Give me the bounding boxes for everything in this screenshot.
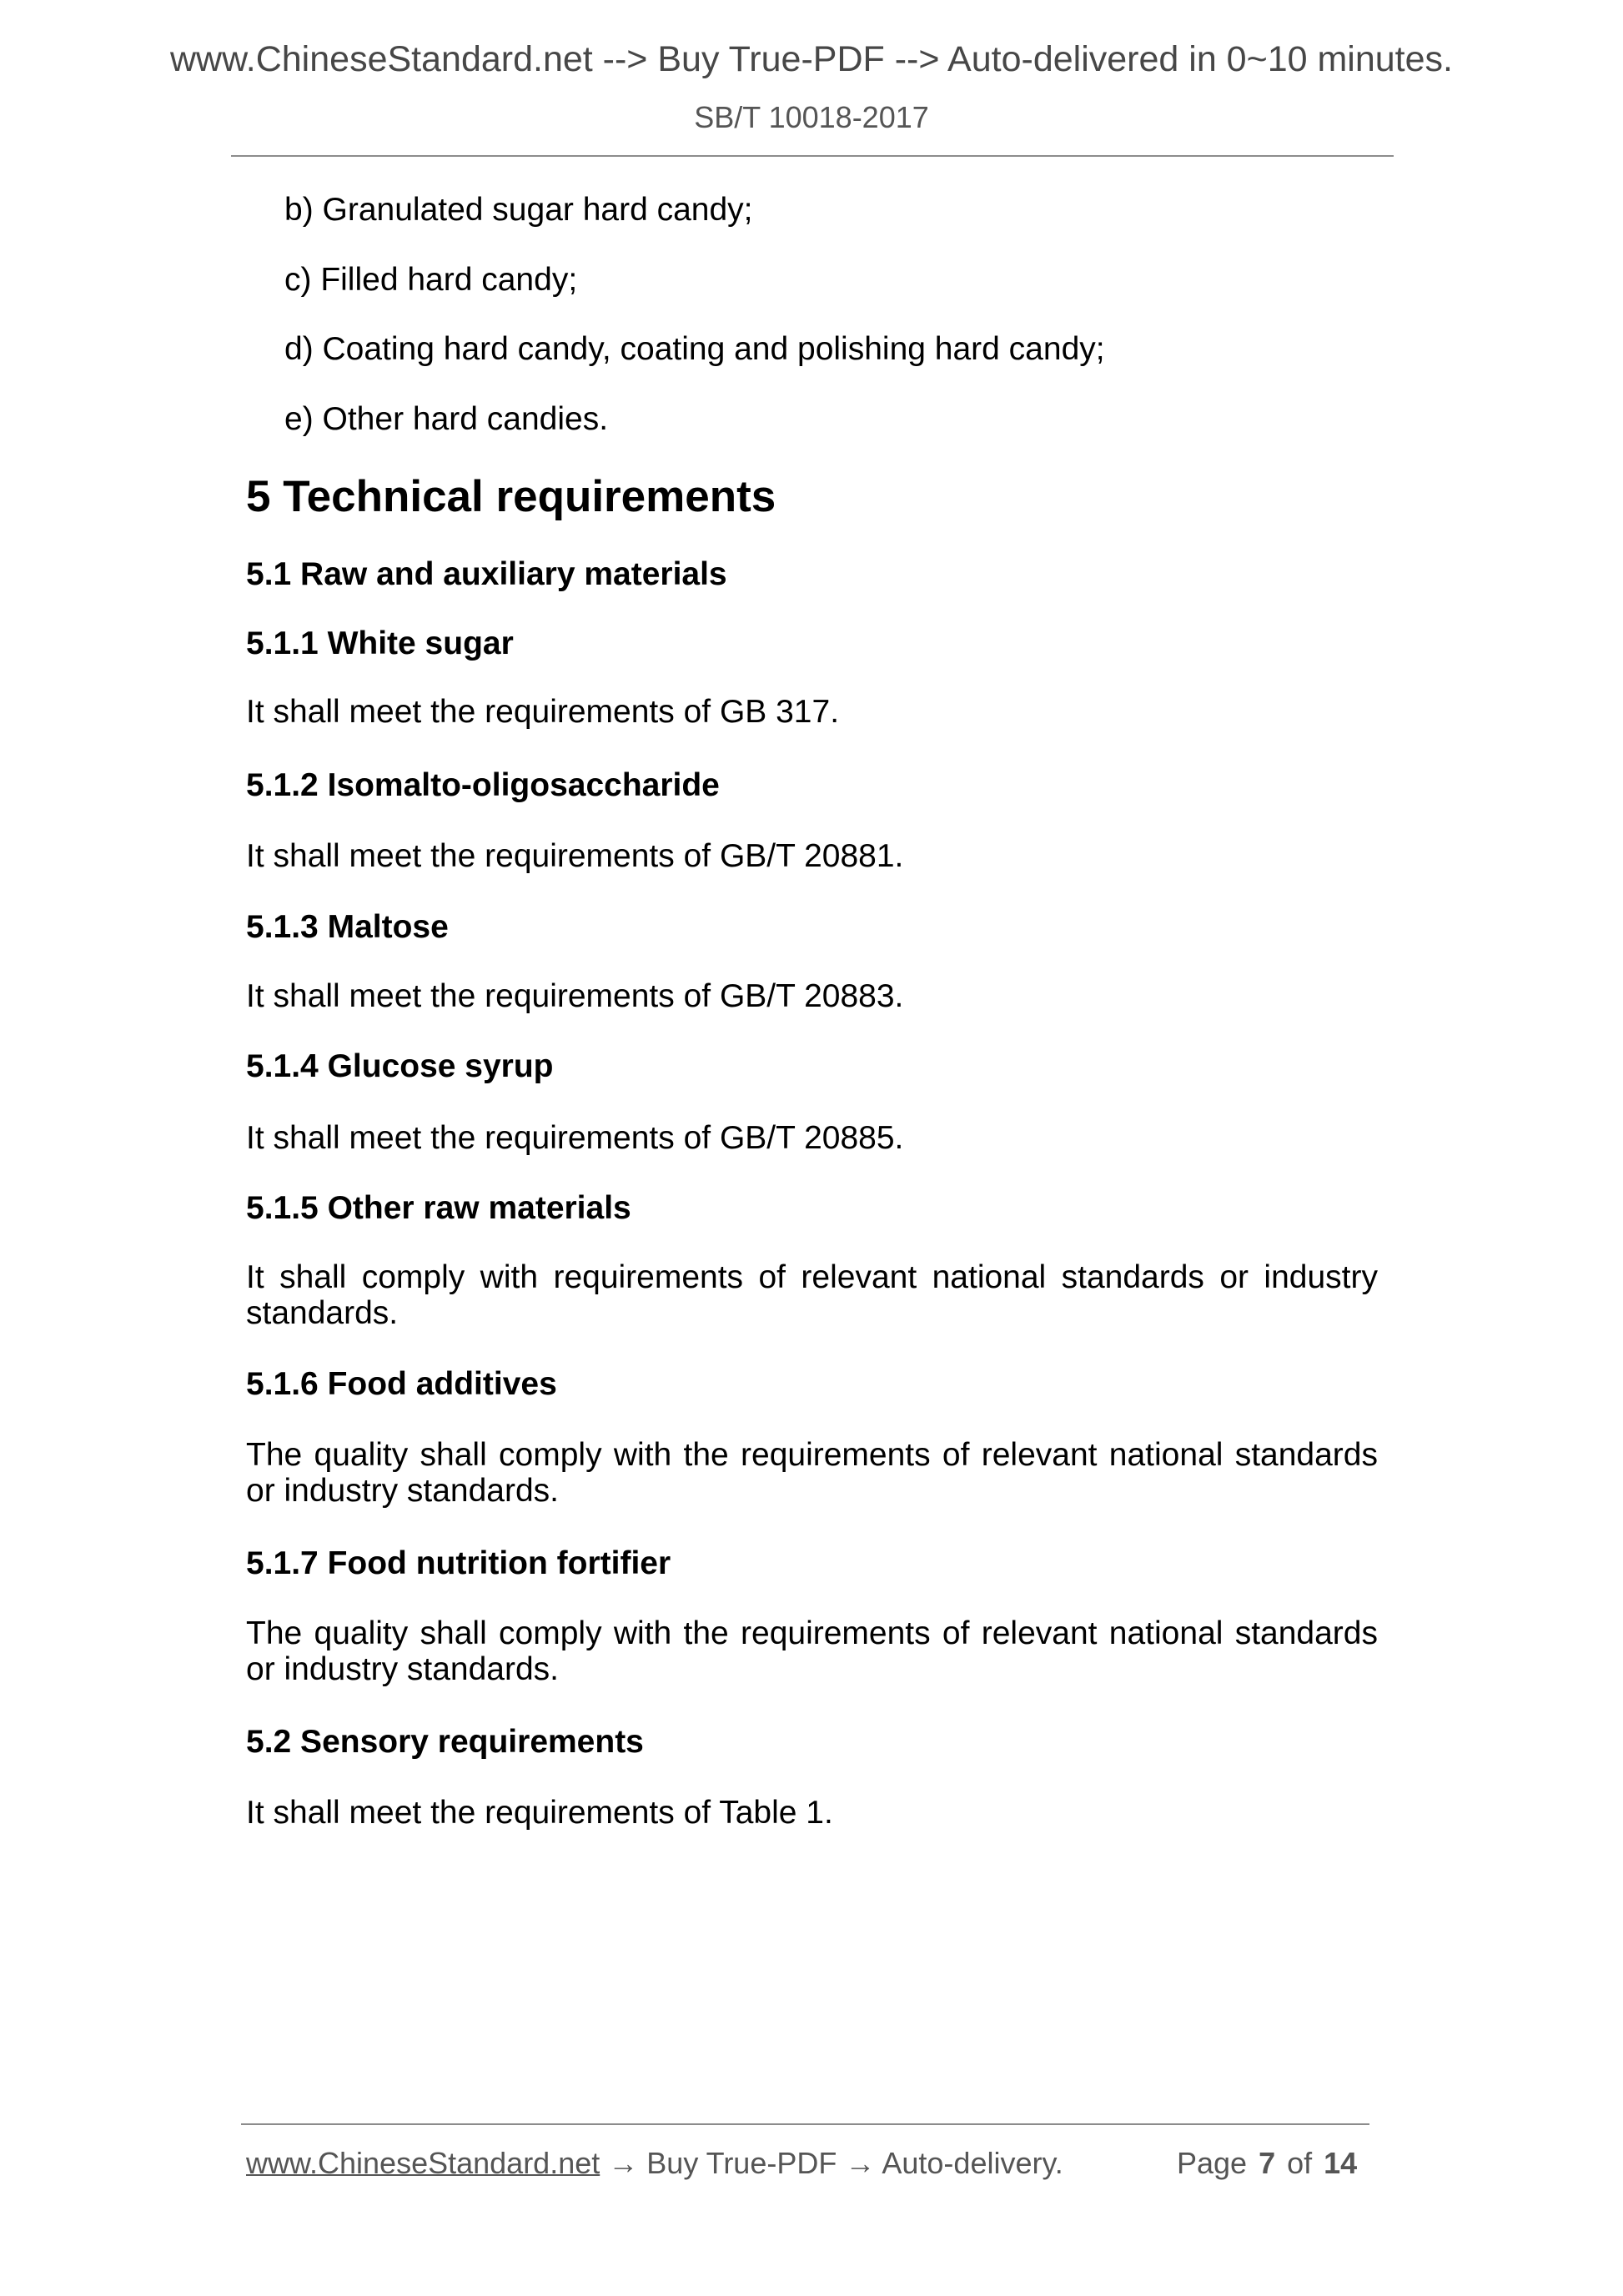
- section-5-1-2-heading: 5.1.2 Isomalto-oligosaccharide: [246, 767, 720, 803]
- section-5-1-5-heading: 5.1.5 Other raw materials: [246, 1190, 631, 1226]
- section-5-1-4-heading: 5.1.4 Glucose syrup: [246, 1048, 554, 1084]
- section-5-1-4-text: It shall meet the requirements of GB/T 20885.: [246, 1120, 904, 1156]
- section-5-1-3-heading: 5.1.3 Maltose: [246, 909, 449, 945]
- section-5-1-heading: 5.1 Raw and auxiliary materials: [246, 556, 727, 592]
- footer-divider: [241, 2123, 1369, 2125]
- footer-buy-text: Buy True-PDF: [646, 2146, 837, 2180]
- page-total: 14: [1324, 2146, 1358, 2180]
- section-5-1-1-text: It shall meet the requirements of GB 317.: [246, 694, 840, 730]
- header-banner: www.ChineseStandard.net --> Buy True-PDF --> Auto-delivered in 0~10 minutes.: [169, 39, 1453, 79]
- list-item-d: d) Coating hard candy, coating and polishing hard candy;: [284, 331, 1105, 367]
- page-current: 7: [1259, 2146, 1276, 2180]
- section-5-2-heading: 5.2 Sensory requirements: [246, 1724, 644, 1760]
- section-5-1-1-heading: 5.1.1 White sugar: [246, 625, 514, 661]
- list-item-e: e) Other hard candies.: [284, 401, 609, 437]
- list-item-c: c) Filled hard candy;: [284, 262, 578, 298]
- section-5-1-7-heading: 5.1.7 Food nutrition fortifier: [246, 1545, 671, 1581]
- footer-promo: [246, 2146, 1063, 2181]
- arrow-right-icon: →: [845, 2146, 876, 2180]
- footer-delivery-text: Auto-delivery.: [882, 2146, 1063, 2180]
- section-5-heading: 5 Technical requirements: [246, 472, 776, 521]
- section-5-1-6-text: The quality shall comply with the requirements of relevant national standards or industry standards.: [246, 1437, 1378, 1509]
- header-divider: [231, 155, 1394, 157]
- page-label: Page: [1177, 2146, 1248, 2180]
- page-indicator: [1177, 2146, 1357, 2181]
- section-5-2-text: It shall meet the requirements of Table 1.: [246, 1795, 833, 1831]
- of-label: of: [1287, 2146, 1313, 2180]
- document-id: SB/T 10018-2017: [694, 100, 929, 134]
- list-item-b: b) Granulated sugar hard candy;: [284, 192, 753, 228]
- arrow-right-icon: →: [608, 2146, 639, 2180]
- section-5-1-3-text: It shall meet the requirements of GB/T 20883.: [246, 978, 904, 1014]
- section-5-1-7-text: The quality shall comply with the requirements of relevant national standards or industry standards.: [246, 1615, 1378, 1687]
- site-link[interactable]: www.ChineseStandard.net: [246, 2146, 600, 2180]
- section-5-1-6-heading: 5.1.6 Food additives: [246, 1366, 557, 1402]
- section-5-1-5-text: It shall comply with requirements of relevant national standards or industry standards.: [246, 1259, 1378, 1331]
- section-5-1-2-text: It shall meet the requirements of GB/T 20881.: [246, 838, 904, 874]
